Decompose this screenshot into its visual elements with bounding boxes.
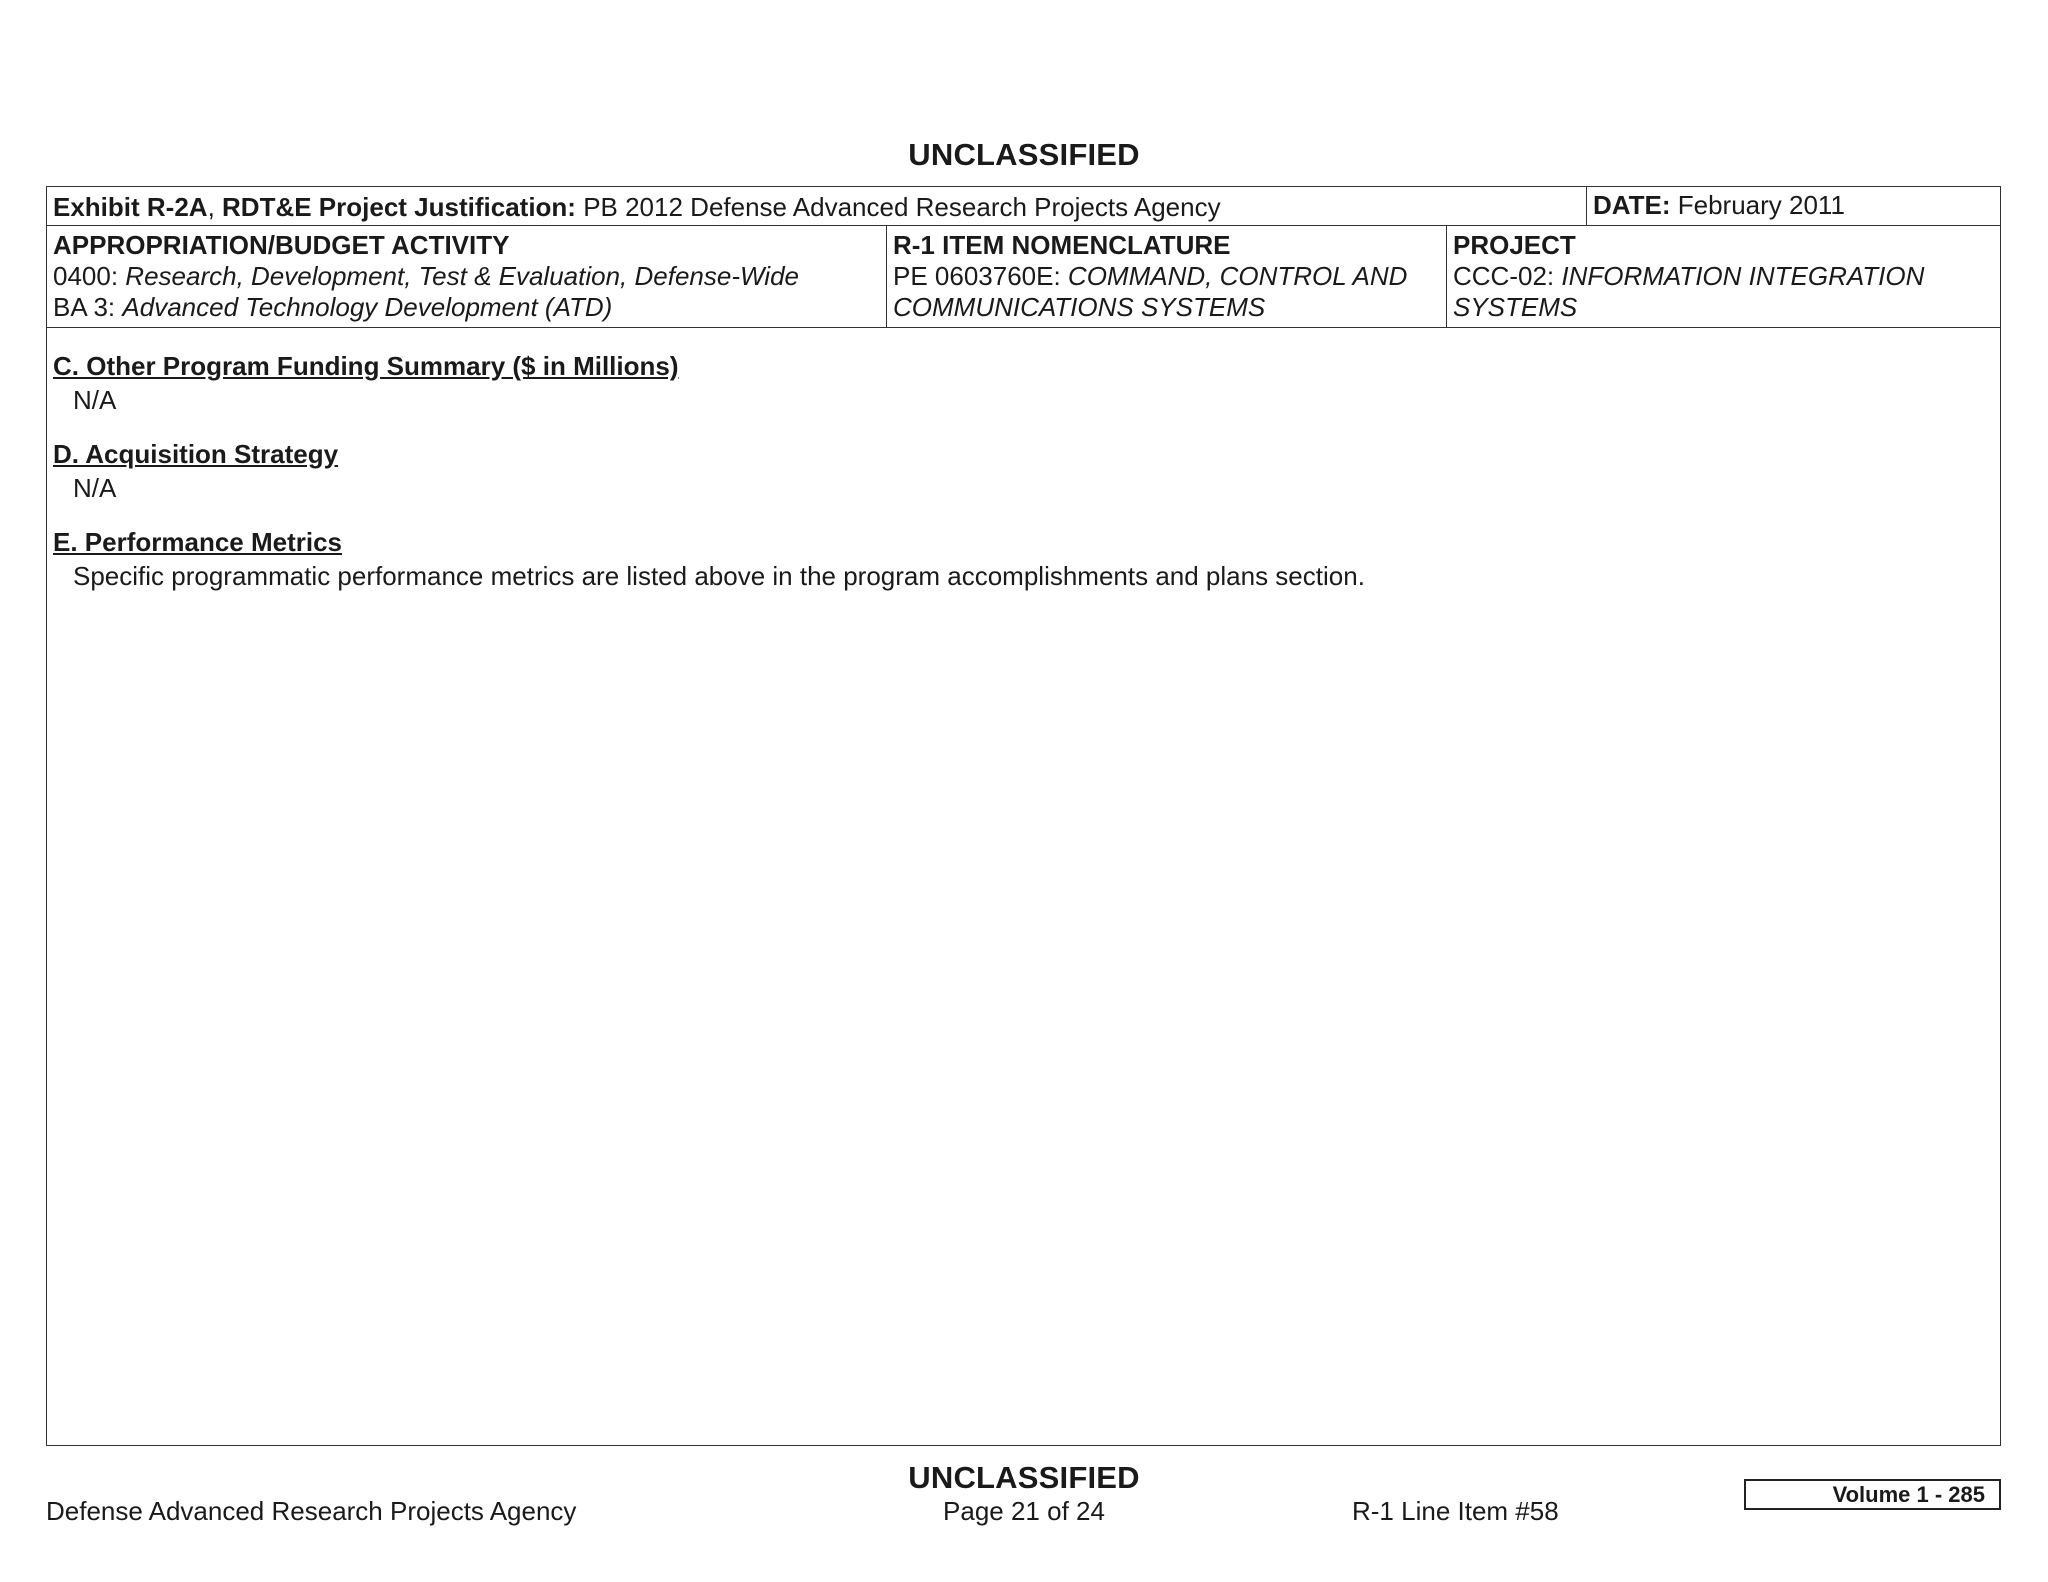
nomenclature-text-2: COMMUNICATIONS SYSTEMS bbox=[893, 292, 1266, 322]
section-other-funding-body: N/A bbox=[73, 385, 117, 415]
footer-line-item: R-1 Line Item #58 bbox=[1352, 1496, 1559, 1526]
exhibit-separator: , bbox=[207, 192, 223, 222]
footer-agency: Defense Advanced Research Projects Agency bbox=[46, 1496, 577, 1526]
section-performance-metrics-title: E. Performance Metrics bbox=[53, 527, 343, 557]
project-line-1 bbox=[1453, 261, 1995, 292]
footer-page-number: Page 21 of 24 bbox=[943, 1496, 1105, 1526]
nomenclature-code: PE 0603760E: bbox=[893, 261, 1068, 291]
section-performance-metrics-body: Specific programmatic performance metrics are listed above in the program accomplishments and plans section. bbox=[73, 561, 1365, 591]
project-text-2: SYSTEMS bbox=[1453, 292, 1578, 322]
info-row bbox=[47, 226, 2000, 328]
section-other-funding bbox=[53, 350, 679, 418]
exhibit-header-row bbox=[47, 187, 2000, 226]
section-acquisition-strategy-body: N/A bbox=[73, 473, 117, 503]
justification-value: PB 2012 Defense Advanced Research Projects Agency bbox=[575, 192, 1221, 222]
section-acquisition-strategy-title: D. Acquisition Strategy bbox=[53, 439, 339, 469]
project-code: CCC-02: bbox=[1453, 261, 1562, 291]
date-label: DATE: bbox=[1593, 190, 1671, 220]
appropriation-code: 0400: bbox=[53, 261, 126, 291]
section-other-funding-title: C. Other Program Funding Summary ($ in Millions) bbox=[53, 351, 679, 381]
exhibit-label: Exhibit R-2A bbox=[53, 192, 208, 222]
volume-box: Volume 1 - 285 bbox=[1744, 1479, 2001, 1510]
justification-label: RDT&E Project Justification: bbox=[222, 192, 576, 222]
project-text-1: INFORMATION INTEGRATION bbox=[1561, 261, 1925, 291]
budget-activity-line bbox=[53, 292, 880, 323]
classification-banner-top: UNCLASSIFIED bbox=[908, 137, 1140, 172]
project-label: PROJECT bbox=[1453, 230, 1576, 260]
date-value: February 2011 bbox=[1670, 190, 1845, 220]
date-cell bbox=[1586, 187, 2001, 225]
budget-activity-text: Advanced Technology Development (ATD) bbox=[122, 292, 613, 322]
appropriation-text: Research, Development, Test & Evaluation, Defense-Wide bbox=[125, 261, 799, 291]
nomenclature-cell bbox=[886, 226, 1446, 327]
nomenclature-label: R-1 ITEM NOMENCLATURE bbox=[893, 230, 1231, 260]
project-cell bbox=[1446, 226, 2001, 327]
section-acquisition-strategy bbox=[53, 438, 338, 506]
exhibit-frame bbox=[46, 186, 2001, 1446]
classification-banner-bottom: UNCLASSIFIED bbox=[908, 1460, 1140, 1495]
appropriation-label: APPROPRIATION/BUDGET ACTIVITY bbox=[53, 230, 510, 260]
appropriation-line-1 bbox=[53, 261, 880, 292]
section-performance-metrics bbox=[53, 526, 1365, 594]
appropriation-cell bbox=[47, 226, 886, 327]
budget-activity-code: BA 3: bbox=[53, 292, 123, 322]
exhibit-title bbox=[53, 192, 1221, 223]
nomenclature-line-1 bbox=[893, 261, 1440, 292]
nomenclature-text-1: COMMAND, CONTROL AND bbox=[1067, 261, 1408, 291]
